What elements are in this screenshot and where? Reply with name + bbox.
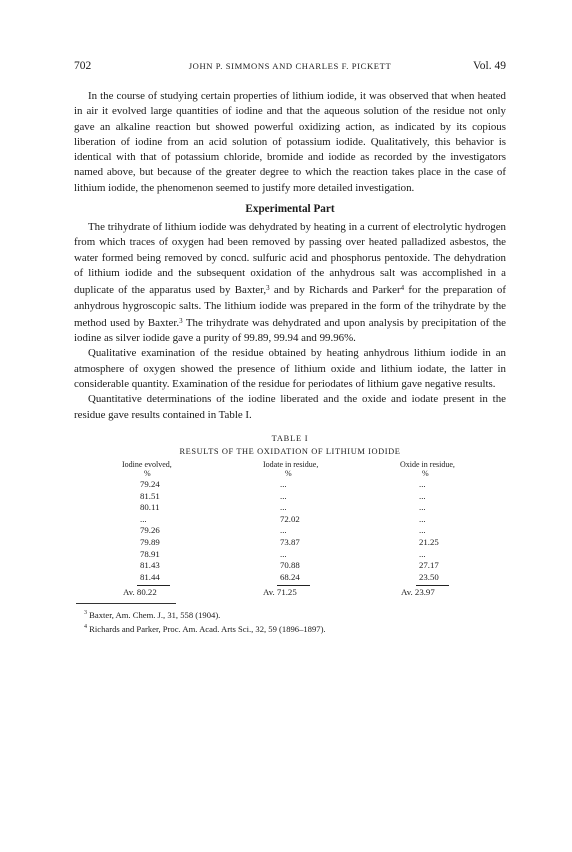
table-cell: 21.25 [419,536,439,547]
footnote-mark: 4 [84,623,87,630]
column-header-label: Oxide in residue, [400,459,455,469]
table-cell: 80.11 [140,502,160,513]
section-heading: Experimental Part [245,203,335,216]
experimental-text-3: for the preparation of anhydrous hygroscopic salts. The lithium iodide was prepared in the form of the trihydrate by the method used by Baxter. [74,284,506,329]
table-row [122,479,489,491]
table-caption: TABLE I [271,433,309,443]
column-header-label: Iodine evolved, [122,459,172,469]
table-cell: ... [419,525,426,536]
table-title: RESULTS OF THE OXIDATION OF LITHIUM IODIDE [179,446,401,456]
footnote-text: Richards and Parker, Proc. Am. Acad. Arts Sci., 32, 59 (1896–1897). [89,623,326,634]
column-unit: % [144,469,151,479]
table-cell: ... [280,525,287,536]
average-cell: Av. 80.22 [123,587,157,598]
table-row [122,560,489,572]
table-rule [277,585,310,586]
quantitative-paragraph: Quantitative determinations of the iodine liberated and the oxide and iodate present in the residue gave results contained in Table I. [74,393,506,421]
qualitative-paragraph: Qualitative examination of the residue obtained by heating anhydrous lithium iodide in an atmosphere of oxygen showed the presence of lithium oxide and lithium iodate, the latter in considerable quantity. Examination of the residue for periodates of lithium gave negative results. [74,347,506,391]
experimental-text-1: The trihydrate of lithium iodide was dehydrated by heating in a current of electrolytic hydrogen from which traces of oxygen had been removed by passing over heated palladized asbestos, the water formed being removed by concd. sulfuric acid and phosphorus pentoxide. The dehydration of lithium iodide and the subsequent oxidation of the anhydrous salt was accomplished in a duplicate of the apparatus used by Baxter, [74,221,506,297]
running-title: JOHN P. SIMMONS AND CHARLES F. PICKETT [188,61,392,71]
footnote-mark: 3 [84,609,87,616]
table-cell: 81.43 [140,560,160,571]
column-header-label: Iodate in residue, [263,459,319,469]
table-cell: 27.17 [419,560,439,571]
table-header-row [122,460,489,479]
table-cell: 79.89 [140,536,160,547]
table-row [122,537,489,549]
table-cell: ... [280,548,287,559]
intro-paragraph: In the course of studying certain properties of lithium iodide, it was observed that when heated in air it evolved large quantities of iodine and that the aqueous solution of the residue not only gave an alkaline reaction but showed powerful oxidizing action, as indicated by its copious liberation of iodine from an acid solution of potassium iodide. Qualitatively, this behavior is identical with that of potassium chloride, bromide and iodide as recorded by the investigators named above, but because of the greater degree to which the reaction takes place in the case of lithium iodide, the phenomenon seemed to justify more detailed investigation. [74,90,506,194]
page-header [74,60,506,78]
results-table [122,460,489,599]
footnote-divider [76,603,176,604]
table-cell: 81.44 [140,571,160,582]
experimental-text-2: and by Richards and Parker [269,284,401,297]
table-cell: 79.26 [140,525,160,536]
table-rule [137,585,170,586]
table-rule [416,585,449,586]
column-header [263,460,400,479]
average-cell: Av. 23.97 [401,587,435,598]
column-unit: % [285,469,292,479]
table-cell: ... [280,502,287,513]
average-row [122,587,489,599]
table-cell: ... [140,513,147,524]
table-cell: ... [419,502,426,513]
table-cell: ... [419,548,426,559]
table-row [122,549,489,561]
table-cell: 79.24 [140,478,160,489]
table-cell: 70.88 [280,560,300,571]
table-cell: ... [419,513,426,524]
table-row [122,502,489,514]
table-cell: 78.91 [140,548,160,559]
footnote-ref: 4 [400,284,405,293]
table-cell: ... [419,478,426,489]
table-cell: 23.50 [419,571,439,582]
journal-page [74,60,506,635]
column-unit: % [422,469,429,479]
table-cell: 72.02 [280,513,300,524]
page-number: 702 [74,60,92,72]
footnote-text: Baxter, Am. Chem. J., 31, 558 (1904). [89,609,221,620]
body-text [74,89,506,423]
table-row [122,491,489,503]
footnote [74,607,506,621]
average-cell: Av. 71.25 [263,587,297,598]
table-row [122,525,489,537]
footnote-ref: 3 [266,284,270,293]
table-cell: ... [280,478,287,489]
table-cell: 68.24 [280,571,300,582]
table-cell: 81.51 [140,490,160,501]
footnotes [74,607,506,635]
column-header [122,460,263,479]
experimental-paragraph [74,220,506,346]
table-cell: ... [280,490,287,501]
volume-label: Vol. 49 [472,60,506,72]
table-cell: 73.87 [280,536,300,547]
table-cell: ... [419,490,426,501]
footnote-ref: 3 [179,316,183,325]
experimental-text-4: The trihydrate was dehydrated and upon analysis by precipitation of the iodine as silver iodide gave a purity of 99.89, 99.94 and 99.96%. [74,316,506,345]
table-row [122,572,489,584]
table-row [122,514,489,526]
footnote [74,621,506,635]
column-header [400,460,489,479]
